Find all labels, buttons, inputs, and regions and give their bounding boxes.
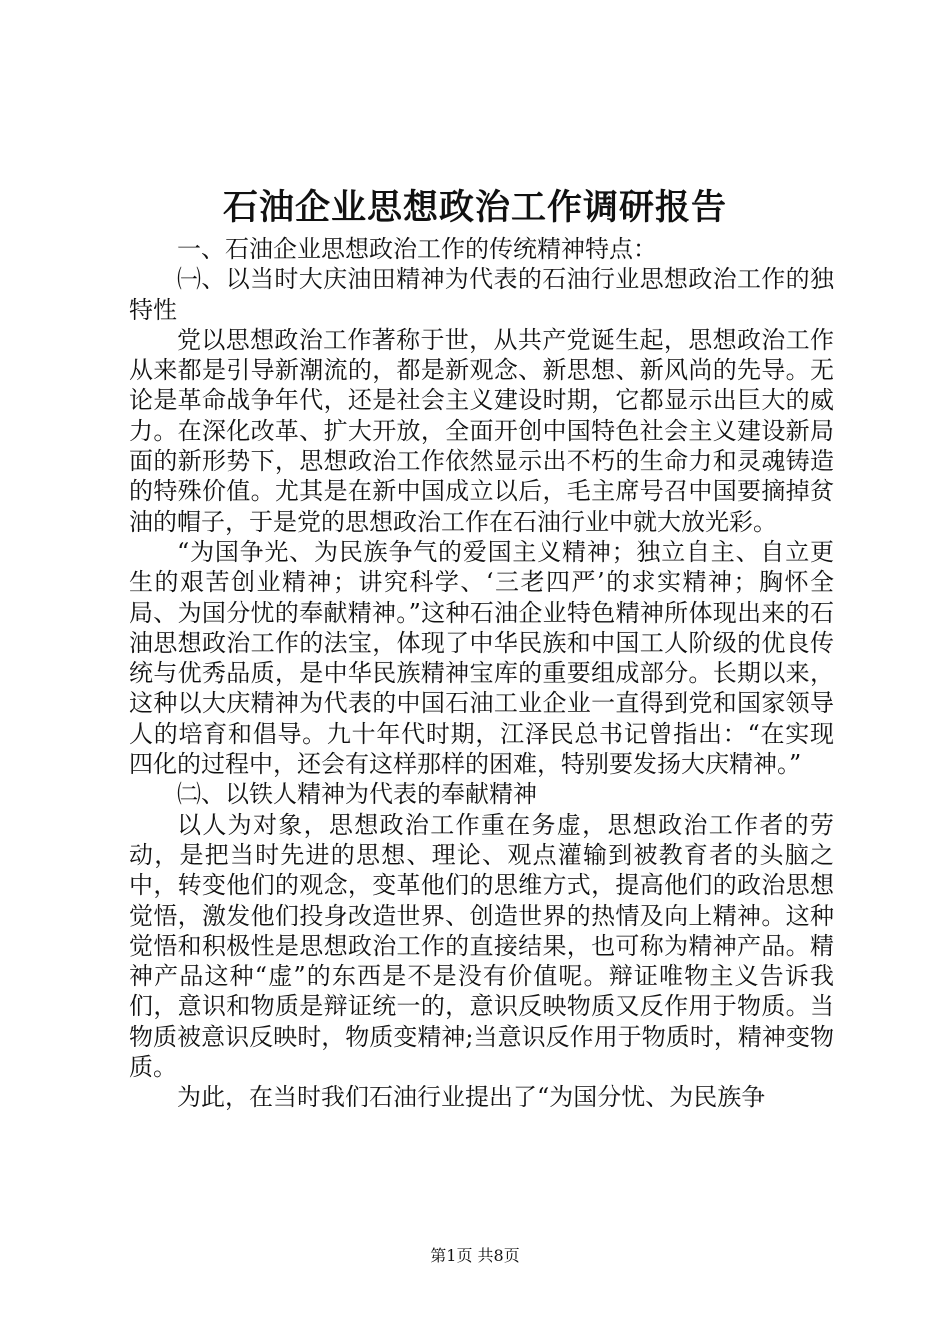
- document-title: 石油企业思想政治工作调研报告: [222, 187, 727, 228]
- page-footer: 第1页 共8页: [430, 1246, 520, 1265]
- body-paragraph: “为国争光、为民族争气的爱国主义精神；独立自主、自立更生的艰苦创业精神；讲究科学、‘三老四严’的求实精神；胸怀全局、为国分忧的奉献精神。”这种石油企业特色精神所体现出来的石油思想政治工作的法宝，体现了中华民族和中国工人阶级的优良传统与优秀品质，是中华民族精神宝库的重要组成部分。长期以来，这种以大庆精神为代表的中国石油工业企业一直得到党和国家领导人的培育和倡导。九十年代时期，江泽民总书记曾指出：“在实现四化的过程中，还会有这样那样的困难，特别要发扬大庆精神。”: [129, 537, 834, 779]
- body-paragraph: 为此，在当时我们石油行业提出了“为国分忧、为民族争: [177, 1083, 766, 1112]
- section-heading-1: 一、石油企业思想政治工作的传统精神特点：: [177, 235, 657, 263]
- document-body: [129, 234, 834, 1113]
- subsection-heading-2: ㈡、以铁人精神为代表的奉献精神: [177, 780, 537, 809]
- subsection-heading-1: ㈠、以当时大庆油田精神为代表的石油行业思想政治工作的独特性: [129, 265, 834, 324]
- body-paragraph: 以人为对象，思想政治工作重在务虚，思想政治工作者的劳动，是把当时先进的思想、理论、观点灌输到被教育者的头脑之中，转变他们的观念，变革他们的思维方式，提高他们的政治思想觉悟，激发他们投身改造世界、创造世界的热情及向上精神。这种觉悟和积极性是思想政治工作的直接结果，也可称为精神产品。精神产品这种“虚”的东西是不是没有价值呢。辩证唯物主义告诉我们，意识和物质是辩证统一的，意识反映物质又反作用于物质。当物质被意识反映时，物质变精神;当意识反作用于物质时，精神变物质。: [129, 810, 834, 1082]
- body-paragraph: 党以思想政治工作著称于世，从共产党诞生起，思想政治工作从来都是引导新潮流的，都是新观念、新思想、新风尚的先导。无论是革命战争年代，还是社会主义建设时期，它都显示出巨大的威力。在深化改革、扩大开放，全面开创中国特色社会主义建设新局面的新形势下，思想政治工作依然显示出不朽的生命力和灵魂铸造的特殊价值。尤其是在新中国成立以后，毛主席号召中国要摘掉贫油的帽子，于是党的思想政治工作在石油行业中就大放光彩。: [129, 325, 834, 536]
